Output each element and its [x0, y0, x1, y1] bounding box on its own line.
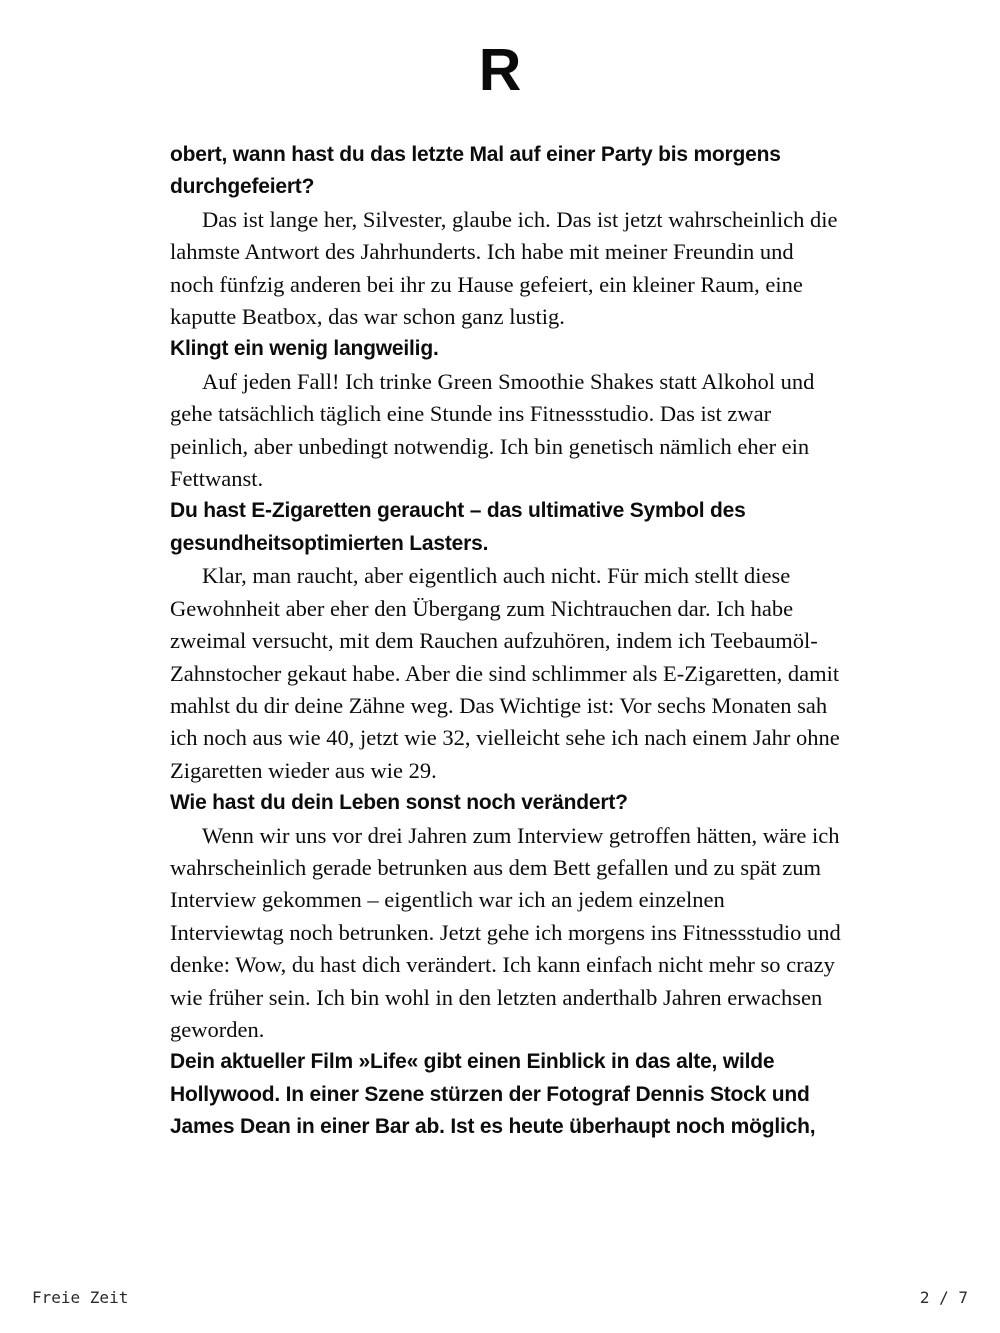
interview-answer: Auf jeden Fall! Ich trinke Green Smoothie Shakes statt Alkohol und gehe tatsächlich täglich eine Stunde ins Fitnessstudio. Das ist zwar peinlich, aber unbedingt notwendig. Ich bin genetisch nämlich eher ein Fettwanst.: [170, 368, 815, 492]
interview-question: Du hast E-Zigaretten geraucht – das ultimative Symbol des gesundheitsoptimierten Lasters.: [170, 499, 746, 555]
interview-question: Dein aktueller Film »Life« gibt einen Einblick in das alte, wilde Hollywood. In einer Szene stürzen der Fotograf Dennis Stock und James Dean in einer Bar ab. Ist es heute überhaupt noch möglich,: [170, 1050, 816, 1139]
interview-question: Wie hast du dein Leben sonst noch verändert?: [170, 791, 628, 815]
drop-cap-letter: R: [478, 37, 522, 103]
footer-section-title: Freie Zeit: [32, 1288, 129, 1307]
article-body: [170, 139, 842, 1144]
page-footer: [32, 1288, 968, 1307]
interview-question: Klingt ein wenig langweilig.: [170, 337, 439, 361]
interview-answer: Wenn wir uns vor drei Jahren zum Interview getroffen hätten, wäre ich wahrscheinlich gerade betrunken aus dem Bett gefallen und zu spät zum Interview gekommen – eigentlich war ich an jedem einzelnen Interviewtag noch betrunken. Jetzt gehe ich morgens ins Fitnessstudio und denke: Wow, du hast dich verändert. Ich kann einfach nicht mehr so crazy wie früher sein. Ich bin wohl in den letzten anderthalb Jahren erwachsen geworden.: [170, 822, 841, 1042]
interview-answer: Klar, man raucht, aber eigentlich auch nicht. Für mich stellt diese Gewohnheit aber eher den Übergang zum Nichtrauchen dar. Ich habe zweimal versucht, mit dem Rauchen aufzuhören, indem ich Teebaumöl-Zahnstocher gekaut habe. Aber die sind schlimmer als E-Zigaretten, damit mahlst du dir deine Zähne weg. Das Wichtige ist: Vor sechs Monaten sah ich noch aus wie 40, jetzt wie 32, vielleicht sehe ich nach einem Jahr ohne Zigaretten wieder aus wie 29.: [170, 563, 840, 783]
interview-answer: Das ist lange her, Silvester, glaube ich. Das ist jetzt wahrscheinlich die lahmste Antwort des Jahrhunderts. Ich habe mit meiner Freundin und noch fünfzig anderen bei ihr zu Hause gefeiert, ein kleiner Raum, eine kaputte Beatbox, das war schon ganz lustig.: [170, 206, 838, 330]
interview-question: obert, wann hast du das letzte Mal auf einer Party bis morgens durchgefeiert?: [170, 143, 781, 199]
footer-page-indicator: 2 / 7: [919, 1288, 968, 1307]
